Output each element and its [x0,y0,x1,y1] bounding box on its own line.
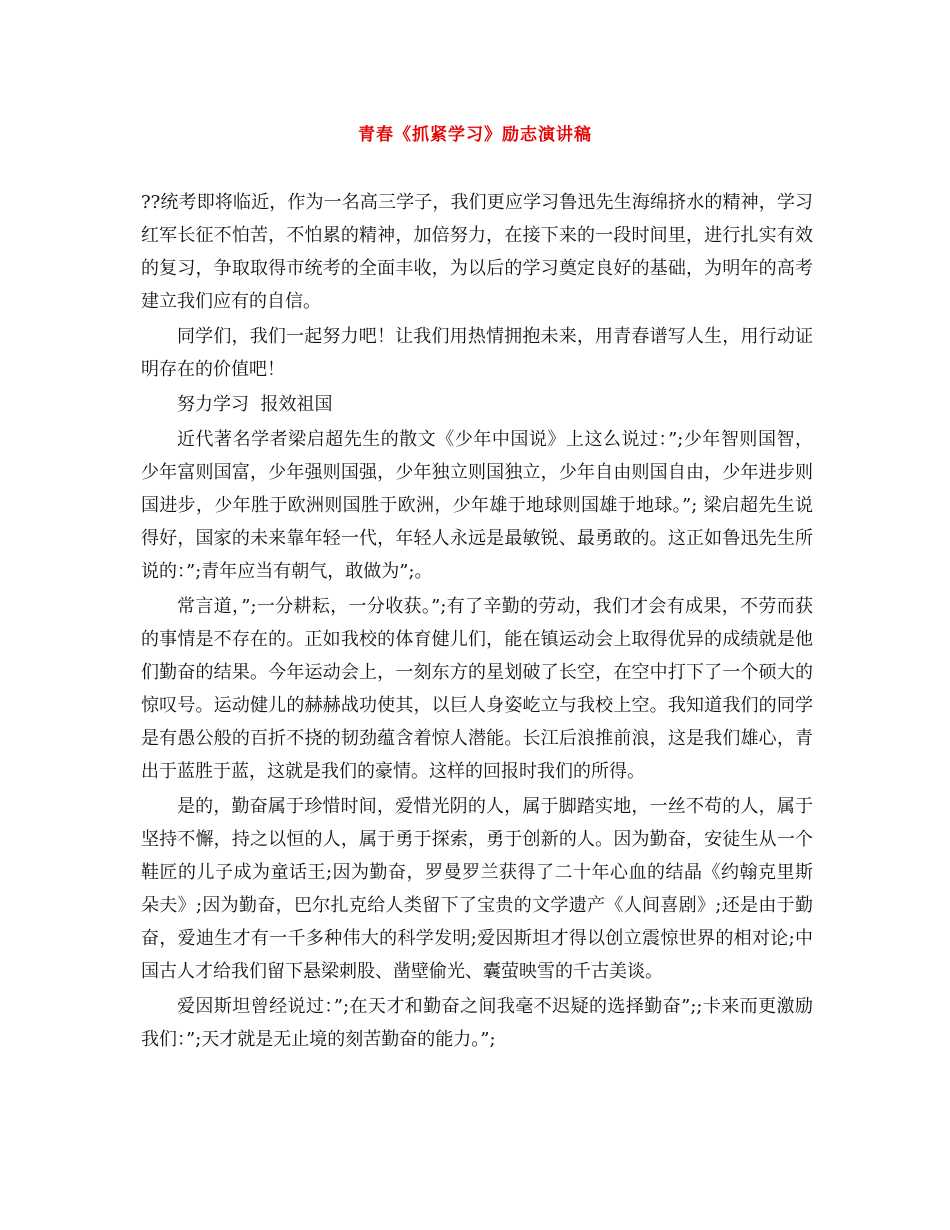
paragraph-5: 是的，勤奋属于珍惜时间，爱惜光阴的人，属于脚踏实地，一丝不苟的人，属于坚持不懈，持之以恒的人，属于勇于探索，勇于创新的人。因为勤奋，安徒生从一个鞋匠的儿子成为童话王;因为勤奋，罗曼罗兰获得了二十年心血的结晶《约翰克里斯朵夫》;因为勤奋，巴尔扎克给人类留下了宝贵的文学遗产《人间喜剧》;还是由于勤奋，爱迪生才有一千多种伟大的科学发明;爱因斯坦才得以创立震惊世界的相对论;中国古人才给我们留下悬梁刺股、凿壁偷光、囊萤映雪的千古美谈。 [141,796,814,982]
paragraph-2: 同学们，我们一起努力吧！让我们用热情拥抱未来，用青春谱写人生，用行动证明存在的价值吧！ [141,326,813,380]
paragraph-4: 常言道，”;一分耕耘，一分收获。”;有了辛勤的劳动，我们才会有成果，不劳而获的事情是不存在的。正如我校的体育健儿们，能在镇运动会上取得优异的成绩就是他们勤奋的结果。今年运动会上，一刻东方的星划破了长空，在空中打下了一个硕大的惊叹号。运动健儿的赫赫战功使其，以巨人身姿屹立与我校上空。我知道我们的同学是有愚公般的百折不挠的韧劲蕴含着惊人潜能。长江后浪推前浪，这是我们雄心，青出于蓝胜于蓝，这就是我们的豪情。这样的回报时我们的所得。 [141,596,813,782]
document-title: 青春《抓紧学习》励志演讲稿 [358,125,592,145]
paragraph-1: ??统考即将临近，作为一名高三学子，我们更应学习鲁迅先生海绵挤水的精神，学习红军长征不怕苦，不怕累的精神，加倍努力，在接下来的一段时间里，进行扎实有效的复习，争取取得市统考的全面丰收，为以后的学习奠定良好的基础，为明年的高考建立我们应有的自信。 [141,192,813,312]
document-body [141,186,813,1058]
section-heading: 努力学习 报效祖国 [177,394,333,415]
paragraph-3: 近代著名学者梁启超先生的散文《少年中国说》上这么说过：”;少年智则国智，少年富则国富，少年强则国强，少年独立则国独立，少年自由则国自由，少年进步则国进步，少年胜于欧洲则国胜于欧洲，少年雄于地球则国雄于地球。”; 梁启超先生说得好，国家的未来靠年轻一代，年轻人永远是最敏锐、最勇敢的。这正如鲁迅先生所说的：”;青年应当有朝气，敢做为”;。 [141,429,813,582]
paragraph-6: 爱因斯坦曾经说过：”;在天才和勤奋之间我毫不迟疑的选择勤奋”;;卡来而更激励我们：”;天才就是无止境的刻苦勤奋的能力。”; [141,996,813,1050]
